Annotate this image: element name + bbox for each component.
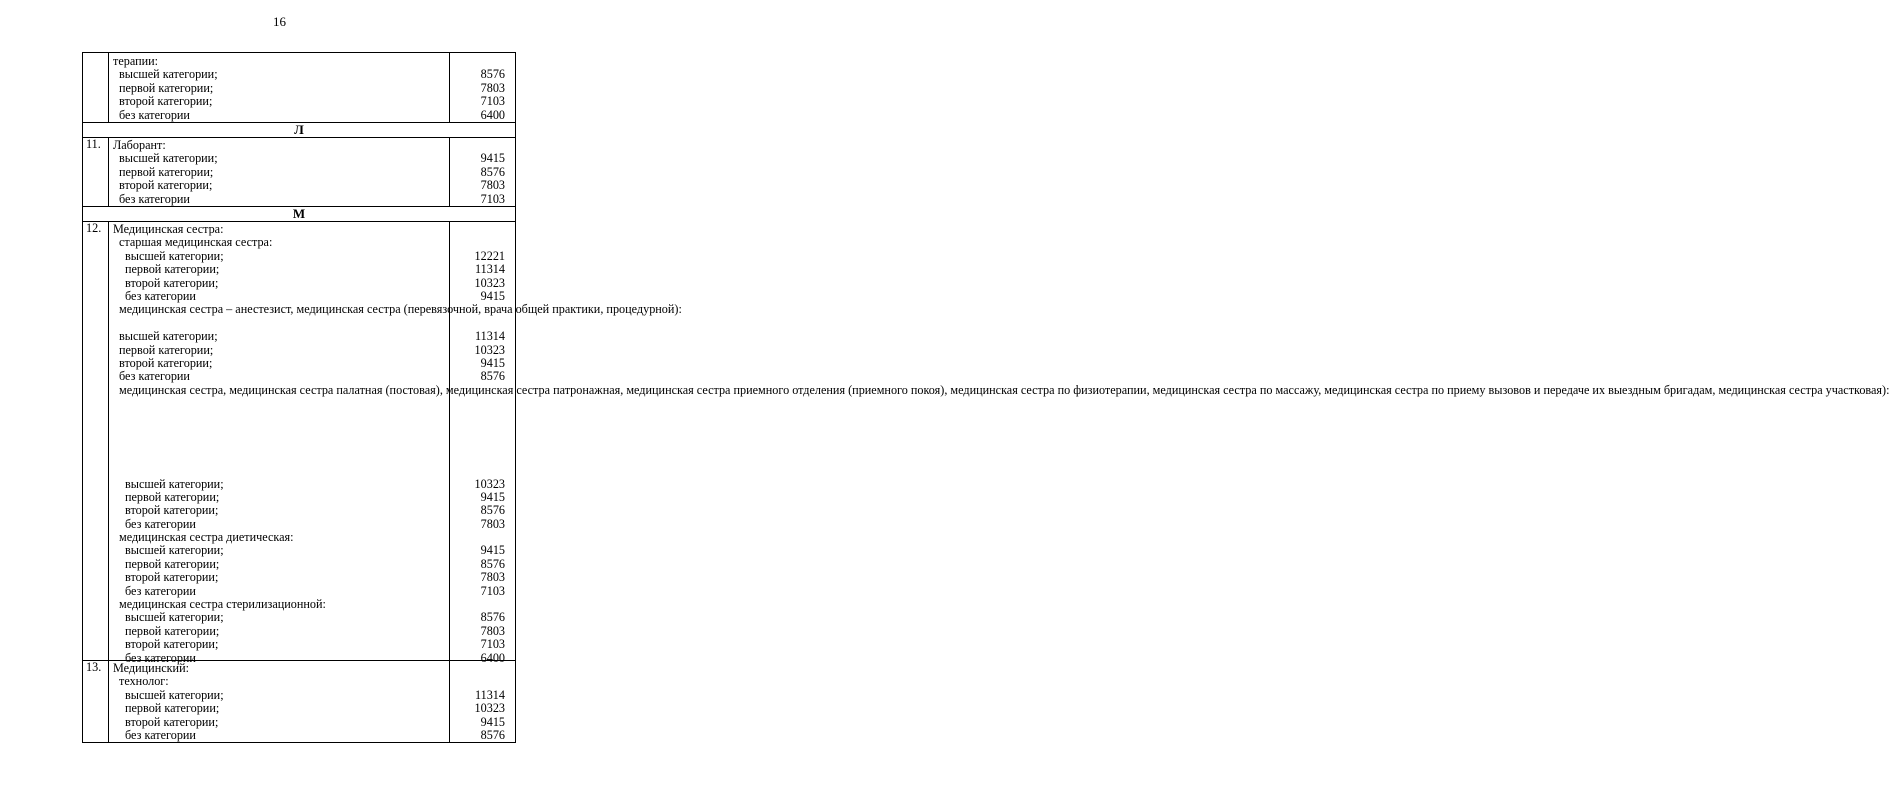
table-row: без категории 7103 — [119, 191, 505, 206]
table-row: первой категории; 7803 — [119, 80, 505, 95]
table-row: без категории 6400 — [119, 107, 505, 122]
table-row: второй категории; 9415 — [125, 714, 505, 729]
table-row: Лаборант: — [113, 138, 166, 152]
table-row: старшая медицинская сестра: — [119, 235, 273, 250]
table-row: второй категории; 7803 — [125, 570, 505, 585]
table-row: терапии: — [113, 54, 159, 68]
table-row: первой категории; 10323 — [119, 342, 505, 357]
table-row: медицинская сестра диетическая: — [119, 530, 294, 545]
table-row: без категории 7803 — [125, 516, 505, 531]
table-row: без категории 9415 — [125, 288, 505, 303]
letter-heading-m: М — [83, 207, 515, 222]
table-row: высшей категории; 8576 — [125, 610, 505, 625]
row-number: 11. — [86, 137, 101, 151]
table-section-therapy — [83, 53, 515, 123]
table-row: второй категории; 10323 — [125, 275, 505, 290]
table-section-13 — [83, 661, 515, 743]
table-row: высшей категории; 11314 — [125, 687, 505, 702]
table-row: без категории 8576 — [125, 727, 505, 742]
tariff-table — [82, 52, 1889, 743]
table-row: Медицинская сестра: — [113, 222, 224, 236]
table-row: высшей категории; 10323 — [125, 476, 505, 491]
table-row: медицинская сестра стерилизационной: — [119, 597, 326, 612]
table-row: второй категории; 7103 — [119, 94, 505, 109]
table-row: высшей категории; 8576 — [119, 67, 505, 82]
table-row: высшей категории; 9415 — [125, 543, 505, 558]
table-section-11 — [83, 138, 515, 207]
table-row: первой категории; 11314 — [125, 262, 505, 277]
table-row: второй категории; 8576 — [125, 503, 505, 518]
table-row: технолог: — [119, 674, 169, 689]
table-row: высшей категории; 9415 — [119, 151, 505, 166]
table-row: второй категории; 7103 — [125, 637, 505, 652]
paragraph-anesthetist: медицинская сестра – анестезист, медицинская сестра (перевязочной, врача общей практики, процедурной): — [119, 302, 682, 317]
table-row: высшей категории; 11314 — [119, 329, 505, 344]
table-row: первой категории; 7803 — [125, 623, 505, 638]
table-row: второй категории; 9415 — [119, 355, 505, 370]
table-row: без категории 8576 — [119, 369, 505, 384]
table-row: высшей категории; 12221 — [125, 248, 505, 263]
table-row: без категории 7103 — [125, 583, 505, 598]
table-row: первой категории; 8576 — [119, 164, 505, 179]
paragraph-nurse-list: медицинская сестра, медицинская сестра палатная (постовая), медицинская сестра патронажная, медицинская сестра приемного отделения (приемного покоя), медицинская сестра по физиотерапии, медицинская сестра по массажу, медицинская сестра по приему вызовов и передаче их выездным бригадам, медицинская сестра участковая): — [119, 382, 1889, 397]
table-row: первой категории; 9415 — [125, 489, 505, 504]
row-number: 13. — [86, 660, 102, 674]
table-row: без категории 6400 — [125, 650, 505, 665]
letter-heading-l: Л — [83, 123, 515, 138]
table-section-12 — [83, 221, 1889, 665]
table-row: Медицинский: — [113, 661, 189, 675]
page-number: 16 — [273, 14, 286, 29]
table-row: второй категории; 7803 — [119, 178, 505, 193]
table-row: первой категории; 10323 — [125, 701, 505, 716]
row-number: 12. — [86, 221, 102, 235]
table-row: первой категории; 8576 — [125, 556, 505, 571]
